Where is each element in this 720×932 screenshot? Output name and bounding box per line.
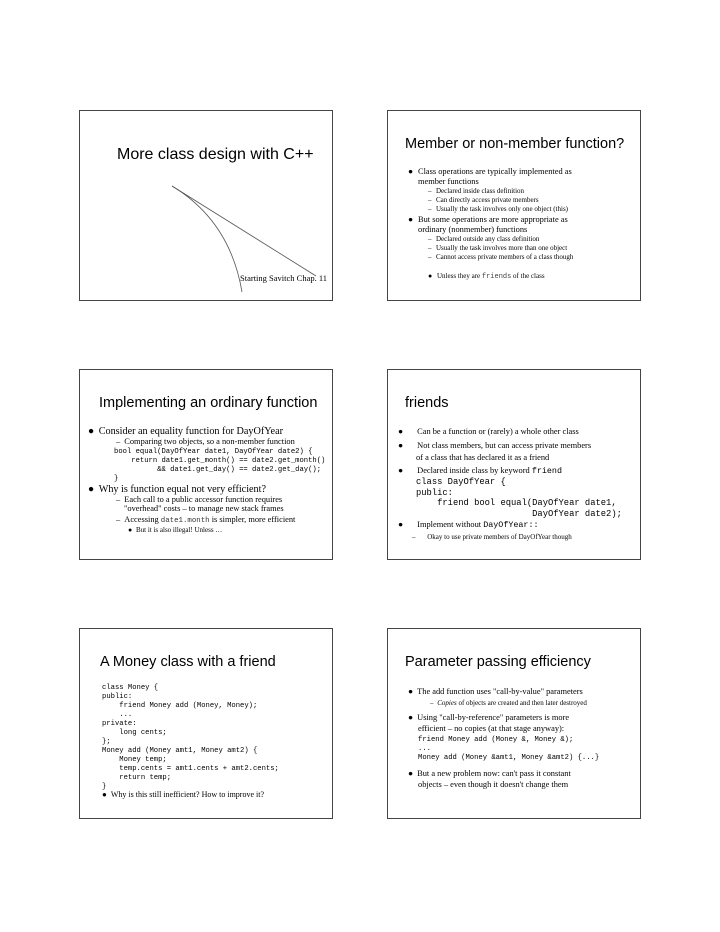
dash-marker: – bbox=[428, 196, 432, 204]
slide-title: Parameter passing efficiency bbox=[405, 654, 591, 670]
bullet-dot: ● bbox=[102, 790, 107, 799]
code-line: ... bbox=[418, 745, 431, 753]
slide-title: Implementing an ordinary function bbox=[99, 395, 318, 411]
sub-bullet bbox=[428, 187, 640, 196]
bullet-item bbox=[88, 484, 266, 495]
bullet-continuation: efficient – no copies (at that stage anyway): bbox=[418, 724, 565, 733]
bullet-dot: ● bbox=[88, 426, 95, 437]
code-line: }; bbox=[102, 738, 111, 746]
slide-5 bbox=[79, 628, 333, 819]
slide-footer: Starting Savitch Chap. 11 bbox=[240, 273, 328, 283]
slide-title: A Money class with a friend bbox=[100, 654, 276, 670]
bullet-list bbox=[408, 167, 640, 262]
inline-code: date1.month bbox=[160, 517, 210, 525]
sub-bullet bbox=[428, 205, 640, 214]
bullet-text: But it is also illegal! Unless … bbox=[135, 526, 223, 534]
dash-marker: – bbox=[430, 699, 434, 707]
slide-4 bbox=[387, 369, 641, 560]
bullet-item bbox=[408, 713, 569, 723]
dash-marker: – bbox=[116, 437, 121, 446]
code-line: bool equal(DayOfYear date1, DayOfYear date2) { bbox=[114, 448, 313, 456]
bullet-text: Why is this still inefficient? How to improve it? bbox=[110, 790, 265, 799]
bullet-text: Declared inside class definition bbox=[436, 187, 525, 195]
bullet-dot: ● bbox=[128, 526, 133, 534]
code-line: && date1.get_day() == date2.get_day(); bbox=[114, 466, 322, 474]
bullet-dot: ● bbox=[398, 520, 404, 529]
code-block bbox=[102, 684, 279, 792]
bullet-text: Can be a function or (rarely) a whole other class bbox=[417, 427, 579, 436]
code-line: class Money { bbox=[102, 684, 159, 692]
dash-marker: – bbox=[428, 205, 432, 213]
code-line: temp.cents = amt1.cents + amt2.cents; bbox=[102, 765, 279, 773]
dash-marker: – bbox=[428, 253, 432, 261]
code-line: private: bbox=[102, 720, 137, 728]
code-block bbox=[418, 736, 599, 763]
bullet-dot: ● bbox=[408, 769, 414, 778]
code-line: Money add (Money amt1, Money amt2) { bbox=[102, 747, 258, 755]
bullet-text: Cannot access private members of a class though bbox=[436, 253, 574, 261]
bullet-continuation: objects – even though it doesn't change them bbox=[418, 780, 569, 789]
sub-bullet bbox=[428, 196, 640, 205]
bullet-text: Implement without bbox=[417, 520, 484, 529]
bullet-continuation: of a class that has declared it as a friend bbox=[416, 453, 550, 462]
inline-code: friend bbox=[531, 466, 562, 476]
code-line: return date1.get_month() == date2.get_month() bbox=[114, 457, 326, 465]
slide-6 bbox=[387, 628, 641, 819]
bullet-text: Declared outside any class definition bbox=[436, 235, 540, 243]
dash-marker: – bbox=[116, 515, 121, 524]
sub-bullet bbox=[116, 437, 295, 447]
bullet-dot: ● bbox=[408, 167, 414, 176]
bullet-text-italic: Copies bbox=[437, 699, 457, 707]
bullet-text: Usually the task involves only one object (this) bbox=[436, 205, 569, 213]
bullet-text: Not class members, but can access private members bbox=[417, 441, 592, 450]
bullet-dot: ● bbox=[398, 427, 404, 436]
bullet-text: The add function uses "call-by-value" parameters bbox=[417, 687, 583, 696]
code-line: return temp; bbox=[102, 774, 172, 782]
slide-title: Member or non-member function? bbox=[405, 136, 625, 152]
sub-bullet bbox=[428, 244, 640, 253]
bullet-text: Unless they are bbox=[436, 272, 482, 280]
bullet-dot: ● bbox=[408, 687, 414, 696]
code-line: public: bbox=[102, 693, 133, 701]
code-line: class DayOfYear { bbox=[416, 477, 506, 487]
bullet-text: Comparing two objects, so a non-member function bbox=[124, 437, 295, 446]
bullet-dot: ● bbox=[398, 441, 404, 450]
bullet-item bbox=[408, 769, 571, 779]
slide-title: friends bbox=[405, 395, 449, 411]
inline-code: DayOfYear:: bbox=[483, 520, 539, 530]
bullet-text: Declared inside class by keyword bbox=[417, 466, 532, 475]
bullet-dot: ● bbox=[88, 484, 95, 495]
slide-title: More class design with C++ bbox=[117, 146, 314, 163]
bullet-text: Can directly access private members bbox=[436, 196, 539, 204]
bullet-text: ordinary (nonmember) functions bbox=[418, 225, 528, 234]
code-line: friend bool equal(DayOfYear date1, bbox=[416, 498, 617, 508]
slide-3 bbox=[79, 369, 333, 560]
code-line: } bbox=[102, 783, 107, 791]
bullet-item bbox=[408, 215, 640, 235]
bullet-text: is simpler, more efficient bbox=[209, 515, 296, 524]
bullet-item bbox=[102, 790, 264, 799]
bullet-text: of the class bbox=[511, 272, 545, 280]
sub-bullet bbox=[428, 235, 640, 244]
bullet-text: of objects are created and then later destroyed bbox=[456, 699, 587, 707]
code-line: DayOfYear date2); bbox=[416, 508, 622, 519]
code-line: long cents; bbox=[102, 729, 167, 737]
bullet-dot: ● bbox=[408, 215, 414, 224]
code-block bbox=[114, 448, 325, 484]
dash-marker: – bbox=[428, 187, 432, 195]
sub-bullet bbox=[430, 699, 587, 708]
bullet-item bbox=[88, 426, 283, 437]
bullet-dot: ● bbox=[398, 466, 404, 475]
sub-sub-bullet bbox=[128, 526, 222, 535]
code-line: friend Money add (Money &, Money &); bbox=[418, 736, 574, 744]
sub-bullet bbox=[412, 533, 572, 542]
code-block bbox=[416, 477, 622, 519]
bullet-item bbox=[398, 441, 591, 451]
bullet-item bbox=[398, 466, 562, 476]
bullet-item bbox=[398, 520, 539, 530]
bullet-text: member functions bbox=[418, 177, 479, 186]
dash-marker: – bbox=[428, 235, 432, 243]
bullet-item bbox=[408, 167, 640, 187]
bullet-text: Why is function equal not very efficient? bbox=[98, 484, 266, 495]
slide-1 bbox=[79, 110, 333, 301]
bullet-item bbox=[408, 687, 583, 697]
bullet-text: Accessing bbox=[124, 515, 161, 524]
code-line: Money temp; bbox=[102, 756, 167, 764]
sub-sub-bullet bbox=[428, 272, 545, 282]
slide-2 bbox=[387, 110, 641, 301]
bullet-text: Okay to use private members of DayOfYear though bbox=[427, 533, 572, 541]
code-line: friend Money add (Money, Money); bbox=[102, 702, 258, 710]
sub-bullet-continuation: "overhead" costs – to manage new stack frames bbox=[124, 504, 284, 513]
code-line: ... bbox=[102, 711, 133, 719]
code-line: Money add (Money &amt1, Money &amt2) {...} bbox=[418, 754, 600, 762]
bullet-text: Using "call-by-reference" parameters is more bbox=[417, 713, 570, 722]
bullet-text: Class operations are typically implemented as bbox=[418, 167, 572, 176]
bullet-item bbox=[398, 427, 579, 437]
bullet-dot: ● bbox=[428, 272, 433, 280]
inline-code: friends bbox=[481, 273, 512, 281]
dash-marker: – bbox=[428, 244, 432, 252]
code-line: public: bbox=[416, 487, 453, 498]
dash-marker: – bbox=[412, 533, 416, 541]
bullet-text: But some operations are more appropriate as bbox=[418, 215, 568, 224]
sub-bullet bbox=[428, 253, 640, 262]
sub-bullet bbox=[116, 515, 295, 526]
bullet-dot: ● bbox=[408, 713, 414, 722]
bullet-text: Usually the task involves more than one object bbox=[436, 244, 568, 252]
code-line: } bbox=[114, 475, 119, 483]
bullet-text: But a new problem now: can't pass it constant bbox=[417, 769, 571, 778]
dash-marker: – bbox=[116, 495, 121, 504]
bullet-text: Each call to a public accessor function requires bbox=[124, 495, 283, 504]
bullet-text: Consider an equality function for DayOfYear bbox=[98, 426, 283, 437]
